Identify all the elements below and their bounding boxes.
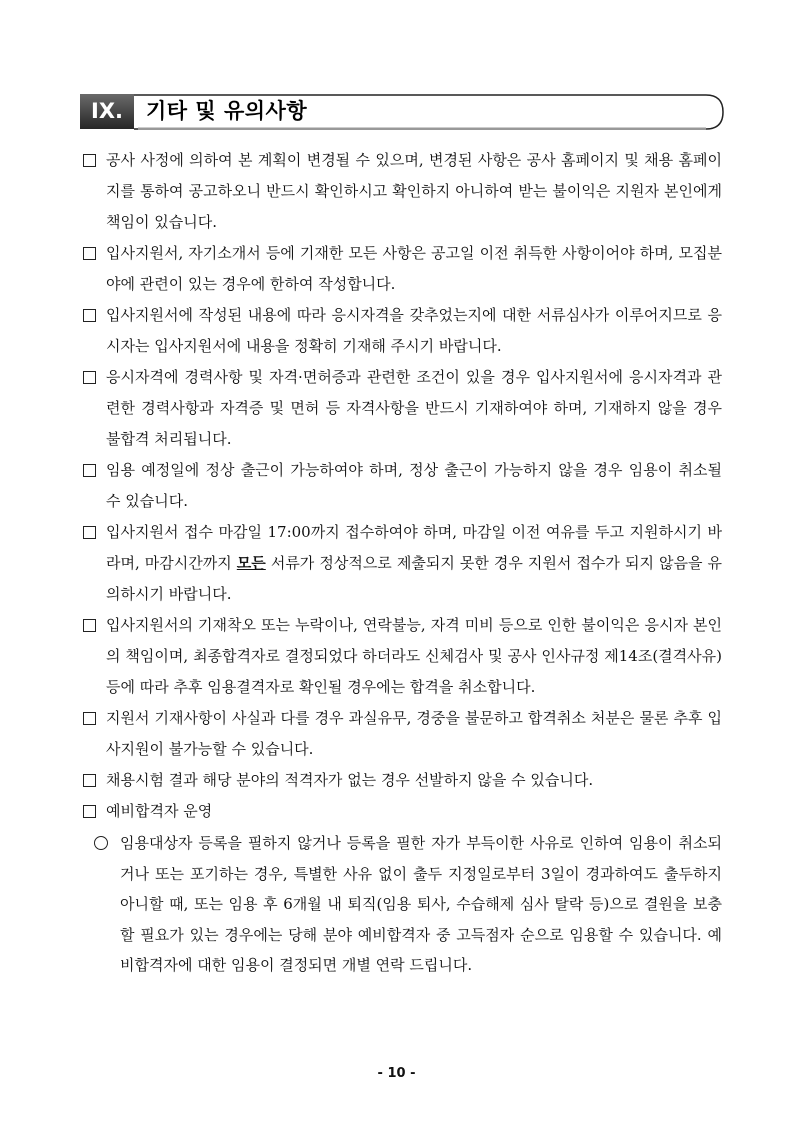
- list-item-text: 응시자격에 경력사항 및 자격·면허증과 관련한 조건이 있을 경우 입사지원서에 응시자격과 관련한 경력사항과 자격증 및 면허 등 자격사항을 반드시 기재하여야 하며, 기재하지 않을 경우 불합격 처리됩니다.: [106, 368, 727, 448]
- list-item-text: 공사 사정에 의하여 본 계획이 변경될 수 있으며, 변경된 사항은 공사 홈페이지 및 채용 홈페이지를 통하여 공고하오니 반드시 확인하시고 확인하지 아니하여 받는 불이익은 지원자 본인에게 책임이 있습니다.: [106, 151, 727, 231]
- checkbox-bullet-icon: [82, 455, 106, 486]
- list-item-text: [106, 517, 722, 610]
- list-item-text: 입사지원서에 작성된 내용에 따라 응시자격을 갖추었는지에 대한 서류심사가 이루어지므로 응시자는 입사지원서에 내용을 정확히 기재해 주시기 바랍니다.: [106, 306, 722, 355]
- checkbox-bullet-icon: [82, 796, 106, 827]
- checkbox-bullet-icon: [82, 238, 106, 269]
- list-item: [82, 517, 722, 610]
- list-item: [82, 765, 722, 796]
- checkbox-bullet-icon: [82, 703, 106, 734]
- section-header: [80, 94, 724, 130]
- list-item: [82, 362, 727, 455]
- list-item: [82, 610, 722, 703]
- checkbox-bullet-icon: [82, 145, 106, 176]
- list-item: [82, 703, 722, 765]
- list-item: [82, 300, 722, 362]
- circle-bullet-icon: [82, 828, 120, 859]
- list-item-text-part: 입사지원서 접수 마감일 17:00까지 접수하여야 하며, 마감일 이전 여유를 두고 지원하시기 바라며, 마감시간까지: [106, 523, 722, 572]
- notice-list: [82, 145, 727, 981]
- list-item-text-part: 서류가 정상적으로 제출되지 못한 경우 지원서 접수가 되지 않음을 유의하시기 바랍니다.: [106, 554, 722, 603]
- emphasized-word: 모든: [236, 554, 266, 572]
- list-item-text: 예비합격자 운영: [106, 802, 213, 820]
- list-item-text: 채용시험 결과 해당 분야의 적격자가 없는 경우 선발하지 않을 수 있습니다.: [106, 771, 594, 789]
- list-item-text: 입사지원서의 기재착오 또는 누락이나, 연락불능, 자격 미비 등으로 인한 불이익은 응시자 본인의 책임이며, 최종합격자로 결정되었다 하더라도 신체검사 및 공사 인사규정 제14조(결격사유)등에 따라 추후 임용결격자로 확인될 경우에는 합격을 취소합니다.: [106, 616, 722, 696]
- list-item-text: 입사지원서, 자기소개서 등에 기재한 모든 사항은 공고일 이전 취득한 사항이어야 하며, 모집분야에 관련이 있는 경우에 한하여 작성합니다.: [106, 244, 722, 293]
- list-item: [82, 145, 727, 238]
- section-number: IX.: [91, 99, 123, 123]
- checkbox-bullet-icon: [82, 300, 106, 331]
- list-item: [82, 455, 727, 517]
- sub-list-item: [82, 828, 727, 981]
- section-title: 기타 및 유의사항: [146, 99, 308, 123]
- list-item-text: 임용 예정일에 정상 출근이 가능하여야 하며, 정상 출근이 가능하지 않을 경우 임용이 취소될 수 있습니다.: [106, 461, 727, 510]
- sub-list-item-text: 임용대상자 등록을 필하지 않거나 등록을 필한 자가 부득이한 사유로 인하여 임용이 취소되거나 또는 포기하는 경우, 특별한 사유 없이 출두 지정일로부터 3일이 경과하여도 출두하지 아니할 때, 또는 임용 후 6개월 내 퇴직(임용 퇴사, 수습해제 심사 탈락 등)으로 결원을 보충할 필요가 있는 경우에는 당해 분야 예비합격자 중 고득점자 순으로 임용할 수 있습니다. 예비합격자에 대한 임용이 결정되면 개별 연락 드립니다.: [120, 834, 727, 974]
- checkbox-bullet-icon: [82, 517, 106, 548]
- list-item-text: 지원서 기재사항이 사실과 다를 경우 과실유무, 경중을 불문하고 합격취소 처분은 물론 추후 입사지원이 불가능할 수 있습니다.: [106, 709, 722, 758]
- checkbox-bullet-icon: [82, 765, 106, 796]
- checkbox-bullet-icon: [82, 362, 106, 393]
- list-item: [82, 238, 722, 300]
- checkbox-bullet-icon: [82, 610, 106, 641]
- list-item: [82, 796, 722, 827]
- page-number: - 10 -: [377, 1066, 416, 1081]
